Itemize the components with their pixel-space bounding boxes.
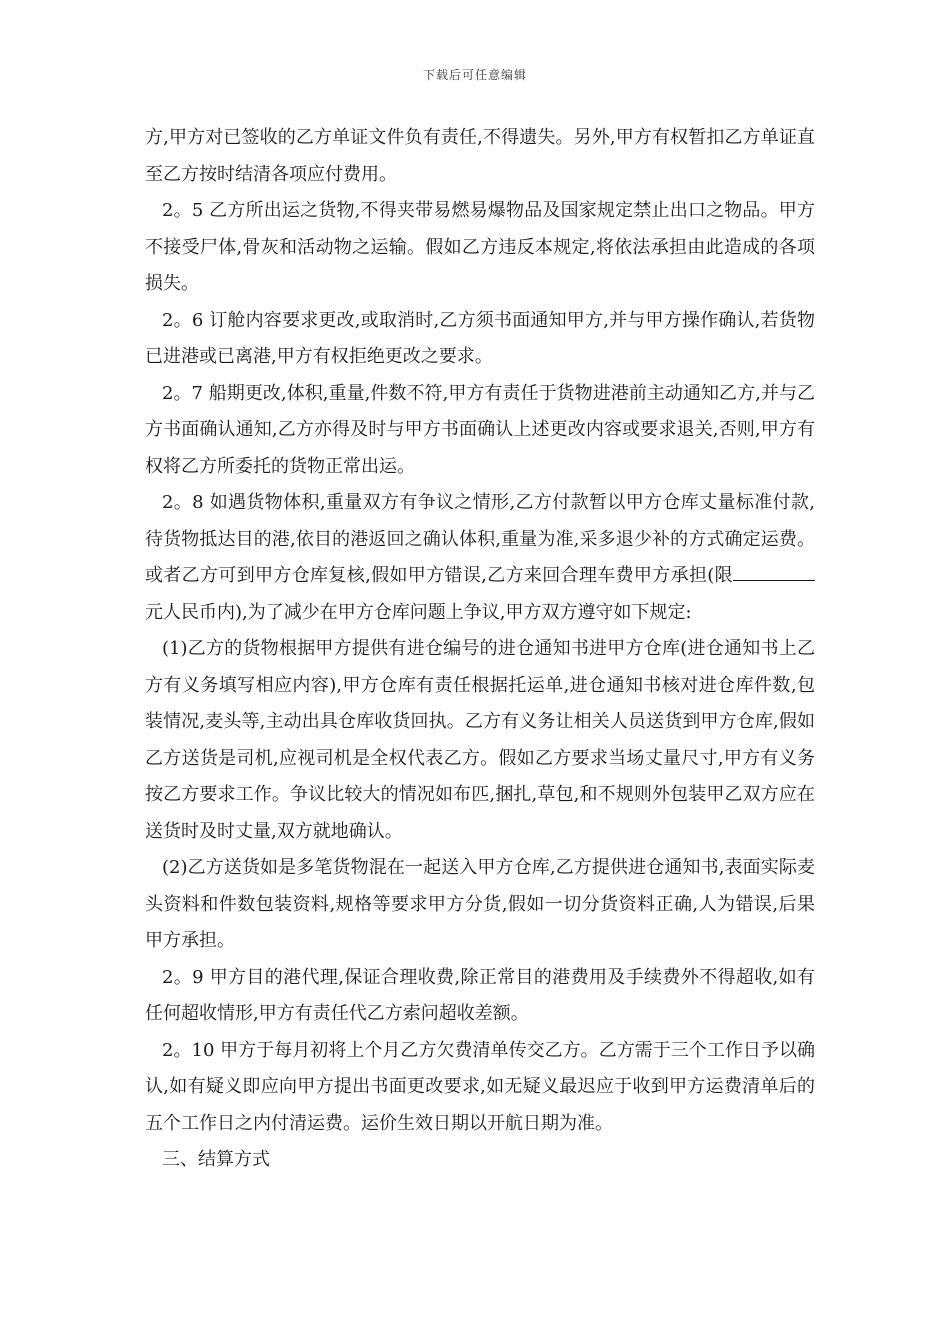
section-heading-settlement: 三、结算方式 — [162, 1149, 270, 1170]
clause-2-8-part-a: 2。8 如遇货物体积,重量双方有争议之情形,乙方付款暂以甲方仓库丈量标准付款,待货物抵达目的港,依目的港返回之确认体积,重量为准,采多退少补的方式确定运费。或者乙方可到甲方仓库复核,假如甲方错误,乙方来回合理车费甲方承担(限 — [145, 492, 815, 586]
clause-2-8 — [145, 485, 815, 631]
clause-2-9: 2。9 甲方目的港代理,保证合理收费,除正常目的港费用及手续费外不得超收,如有任何超收情形,甲方有责任代乙方索问超收差额。 — [145, 966, 815, 1024]
clause-2-10: 2。10 甲方于每月初将上个月乙方欠费清单传交乙方。乙方需于三个工作日予以确认,如有疑义即应向甲方提出书面更改要求,如无疑义最迟应于收到甲方运费清单后的五个工作日之内付清运费。运价生效日期以开航日期为准。 — [145, 1039, 815, 1134]
page-header: 下载后可任意编辑 — [422, 68, 527, 82]
paragraph-continuation: 方,甲方对已签收的乙方单证文件负有责任,不得遗失。另外,甲方有权暂扣乙方单证直至乙方按时结清各项应付费用。 — [145, 127, 815, 185]
clause-2-8-part-b: 元人民币内),为了减少在甲方仓库问题上争议,甲方双方遵守如下规定: — [145, 601, 692, 623]
clause-2-5: 2。5 乙方所出运之货物,不得夹带易燃易爆物品及国家规定禁止出口之物品。甲方不接受尸体,骨灰和活动物之运输。假如乙方违反本规定,将依法承担由此造成的各项损失。 — [145, 200, 815, 294]
clause-2-6: 2。6 订舱内容要求更改,或取消时,乙方须书面通知甲方,并与甲方操作确认,若货物已进港或已离港,甲方有权拒绝更改之要求。 — [145, 309, 815, 367]
amount-blank-line — [733, 562, 815, 581]
clause-2-8-item-2: (2)乙方送货如是多笔货物混在一起送入甲方仓库,乙方提供进仓通知书,表面实际麦头资料和件数包装资料,规格等要求甲方分货,假如一切分货资料正确,人为错误,后果甲方承担。 — [145, 857, 815, 951]
clause-2-7: 2。7 船期更改,体积,重量,件数不符,甲方有责任于货物进港前主动通知乙方,并与乙方书面确认通知,乙方亦得及时与甲方书面确认上述更改内容或要求退关,否则,甲方有权将乙方所委托的货物正常出运。 — [145, 382, 815, 477]
clause-2-8-item-1: (1)乙方的货物根据甲方提供有进仓编号的进仓通知书进甲方仓库(进仓通知书上乙方有义务填写相应内容),甲方仓库有责任根据托运单,进仓通知书核对进仓库件数,包装情况,麦头等,主动出具仓库收货回执。乙方有义务让相关人员送货到甲方仓库,假如乙方送货是司机,应视司机是全权代表乙方。假如乙方要求当场丈量尺寸,甲方有义务按乙方要求工作。争议比较大的情况如布匹,捆扎,草包,和不规则外包装甲乙双方应在送货时及时丈量,双方就地确认。 — [145, 638, 815, 842]
document-body — [145, 120, 815, 1179]
